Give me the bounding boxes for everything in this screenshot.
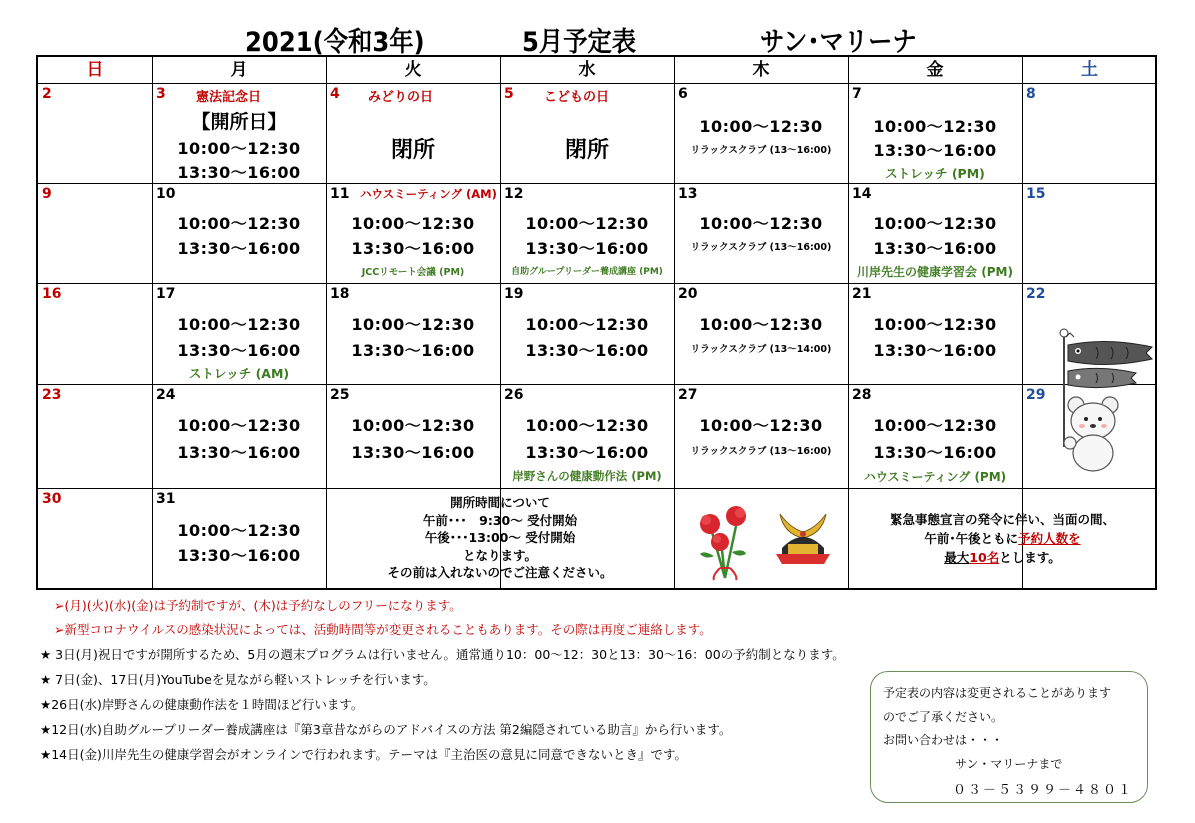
weekday-fri: 金: [926, 60, 944, 80]
notice-pm: 午後･･･13:00～ 受付開始: [424, 530, 576, 545]
day-number: 30: [42, 491, 62, 507]
pm-hours: 13:30～16:00: [525, 239, 649, 258]
note-line: ★ 7日(金)、17日(月)YouTubeを見ながら軽いストレッチを行います。: [40, 672, 436, 687]
day-number: 23: [42, 387, 62, 403]
day-number: 20: [678, 286, 698, 302]
day-cell: [500, 83, 674, 183]
activity-note: 川岸先生の健康学習会 (PM): [857, 265, 1013, 279]
activity-note: JCCリモート会議 (PM): [361, 267, 465, 278]
weekday-mon: 月: [230, 60, 248, 80]
pm-hours: 13:30～16:00: [177, 341, 301, 360]
weekday-wed: 水: [578, 60, 596, 80]
day-number: 28: [852, 387, 872, 403]
note-line: ➢新型コロナウイルスの感染状況によっては、活動時間等が変更されることもあります。その際は再度ご連絡します。: [54, 622, 712, 637]
day-cell: [848, 283, 1022, 384]
calendar-grid: [36, 55, 1157, 590]
weekday-sun: 日: [86, 60, 104, 80]
day-number: 29: [1026, 387, 1046, 403]
closed-label: 閉所: [390, 138, 435, 163]
day-cell: [38, 183, 152, 283]
notice-am: 午前･･･ 9:30～ 受付開始: [422, 512, 578, 528]
day-cell: [674, 83, 848, 183]
activity-note: ハウスミーティング (PM): [863, 470, 1007, 484]
pm-hours: 13:30～16:00: [873, 239, 997, 258]
am-hours: 10:00～12:30: [177, 521, 301, 540]
am-hours: 10:00～12:30: [873, 214, 997, 233]
title-month: 5月予定表: [522, 27, 637, 58]
holiday-label: みどりの日: [368, 90, 434, 105]
day-number: 21: [852, 286, 872, 302]
day-cell: [152, 283, 326, 384]
activity-note: 自助グループリーダー養成講座 (PM): [511, 267, 663, 277]
emergency-line-1: 緊急事態宣言の発令に伴い、当面の間、: [889, 512, 1115, 527]
emergency-text: [848, 510, 1157, 567]
day-cell: [674, 384, 848, 488]
am-hours: 10:00～12:30: [177, 315, 301, 334]
day-number: 11: [330, 186, 350, 202]
pm-hours: 13:30～16:00: [351, 239, 475, 258]
am-hours: 10:00～12:30: [873, 117, 997, 136]
day-cell: [848, 384, 1022, 488]
notice-heading: 開所時間について: [450, 495, 550, 510]
day-cell: [1022, 83, 1157, 183]
pm-hours: 13:30～16:00: [177, 546, 301, 565]
day-cell: [38, 488, 152, 590]
pm-hours: 13:30～16:00: [177, 163, 301, 182]
title-year: 2021(令和3年): [245, 27, 425, 58]
am-hours: 10:00～12:30: [873, 315, 997, 334]
page-title: [0, 20, 1195, 56]
weekday-sat: 土: [1081, 60, 1098, 80]
contact-line-2: のでご了承ください。: [883, 710, 1004, 724]
contact-line-3: お問い合わせは・・・: [883, 733, 1004, 747]
day-number: 3: [156, 86, 166, 102]
day-cell: [326, 83, 500, 183]
day-cell: [674, 283, 848, 384]
bear-icon: [1058, 393, 1130, 475]
title-org: サン･マリーナ: [760, 27, 917, 58]
contact-line-1: 予定表の内容は変更されることがあります: [883, 686, 1112, 700]
day-number: 14: [852, 186, 872, 202]
day-number: 2: [42, 86, 52, 102]
am-hours: 10:00～12:30: [699, 315, 823, 334]
day-cell: [152, 488, 326, 590]
holiday-label: 憲法記念日: [196, 90, 262, 105]
emergency-notice: [848, 488, 1157, 590]
note-line: ★ 3日(月)祝日ですが開所するため、5月の週末プログラムは行いません。通常通り10：00～12：30と13：30～16：00の予約制となります。: [40, 647, 845, 662]
am-hours: 10:00～12:30: [525, 315, 649, 334]
emergency-line-3: 最大10名とします。: [944, 550, 1061, 565]
day-number: 31: [156, 491, 176, 507]
pm-hours: 13:30～16:00: [351, 443, 475, 462]
am-hours: 10:00～12:30: [351, 315, 475, 334]
activity-note: リラックスクラブ (13～16:00): [690, 145, 832, 156]
day-cell: [152, 83, 326, 183]
day-number: 22: [1026, 286, 1046, 302]
day-number: 16: [42, 286, 62, 302]
note-line: ➢(月)(火)(水)(金)は予約制ですが、(木)は予約なしのフリーになります。: [54, 598, 462, 613]
day-number: 5: [504, 86, 514, 102]
day-cell: [326, 183, 500, 283]
day-cell: [38, 283, 152, 384]
day-number: 25: [330, 387, 350, 403]
am-hours: 10:00～12:30: [177, 139, 301, 158]
am-hours: 10:00～12:30: [351, 214, 475, 233]
opening-hours-notice: [326, 488, 674, 590]
day-number: 6: [678, 86, 688, 102]
day-number: 4: [330, 86, 340, 102]
pm-hours: 13:30～16:00: [525, 443, 649, 462]
activity-note: リラックスクラブ (13～16:00): [690, 446, 832, 457]
note-line: ★26日(水)岸野さんの健康動作法を１時間ほど行います。: [40, 697, 364, 712]
pm-hours: 13:30～16:00: [177, 239, 301, 258]
am-hours: 10:00～12:30: [525, 214, 649, 233]
emergency-line-2: 午前･午後ともに予約人数を: [924, 531, 1081, 546]
am-hours: 10:00～12:30: [177, 416, 301, 435]
pm-hours: 13:30～16:00: [177, 443, 301, 462]
day-number: 8: [1026, 86, 1036, 102]
day-number: 13: [678, 186, 698, 202]
day-number: 7: [852, 86, 862, 102]
day-cell: [500, 384, 674, 488]
am-hours: 10:00～12:30: [699, 214, 823, 233]
day-number: 10: [156, 186, 176, 202]
day-cell: [152, 183, 326, 283]
notice-end: となります。: [462, 547, 537, 563]
activity-note: リラックスクラブ (13～16:00): [690, 242, 832, 253]
am-hours: 10:00～12:30: [525, 416, 649, 435]
pm-hours: 13:30～16:00: [873, 443, 997, 462]
am-hours: 10:00～12:30: [351, 416, 475, 435]
activity-note: リラックスクラブ (13～14:00): [690, 344, 832, 355]
day-cell: [674, 183, 848, 283]
closed-label: 閉所: [564, 138, 609, 163]
notice-caution: その前は入れないのでご注意ください。: [387, 565, 613, 580]
am-hours: 10:00～12:30: [699, 117, 823, 136]
pm-hours: 13:30～16:00: [351, 341, 475, 360]
contact-phone: ０３－５３９９－４８０１: [953, 783, 1134, 798]
contact-box: [870, 671, 1148, 803]
day-number: 17: [156, 286, 176, 302]
activity-note: ストレッチ (PM): [885, 166, 985, 181]
open-day-label: 【開所日】: [191, 111, 287, 133]
activity-note: 岸野さんの健康動作法 (PM): [512, 469, 662, 483]
day-cell: [326, 384, 500, 488]
day-cell: [500, 183, 674, 283]
samurai-helmet-icon: [772, 510, 834, 566]
notice-text: [326, 494, 674, 582]
day-cell: [38, 83, 152, 183]
pm-hours: 13:30～16:00: [873, 341, 997, 360]
am-hours: 10:00～12:30: [873, 416, 997, 435]
contact-line-4: サン・マリーナまで: [955, 757, 1063, 771]
day-number: 18: [330, 286, 350, 302]
note-line: ★14日(金)川岸先生の健康学習会がオンラインで行われます。テーマは『主治医の意見に同意できないとき』です。: [40, 747, 687, 762]
day-cell: [848, 83, 1022, 183]
activity-note: ハウスミーティング (AM): [360, 187, 497, 201]
activity-note: ストレッチ (AM): [188, 366, 290, 381]
holiday-label: こどもの日: [544, 90, 610, 105]
day-number: 9: [42, 186, 52, 202]
day-cell: [500, 283, 674, 384]
day-cell: [152, 384, 326, 488]
weekday-thu: 木: [752, 60, 770, 80]
day-number: 19: [504, 286, 524, 302]
am-hours: 10:00～12:30: [699, 416, 823, 435]
day-number: 12: [504, 186, 524, 202]
am-hours: 10:00～12:30: [177, 214, 301, 233]
decoration-cell: [674, 488, 848, 590]
pm-hours: 13:30～16:00: [525, 341, 649, 360]
pm-hours: 13:30～16:00: [873, 141, 997, 160]
note-line: ★12日(水)自助グループリーダー養成講座は『第3章昔ながらのアドバイスの方法 第2編隠されている助言』から行います。: [40, 722, 732, 737]
day-cell: [1022, 183, 1157, 283]
day-number: 15: [1026, 186, 1046, 202]
day-cell: [326, 283, 500, 384]
day-cell: [848, 183, 1022, 283]
weekday-tue: 火: [404, 60, 422, 80]
day-number: 27: [678, 387, 698, 403]
day-number: 26: [504, 387, 524, 403]
day-number: 24: [156, 387, 176, 403]
day-cell: [38, 384, 152, 488]
carnation-icon: [692, 496, 758, 584]
